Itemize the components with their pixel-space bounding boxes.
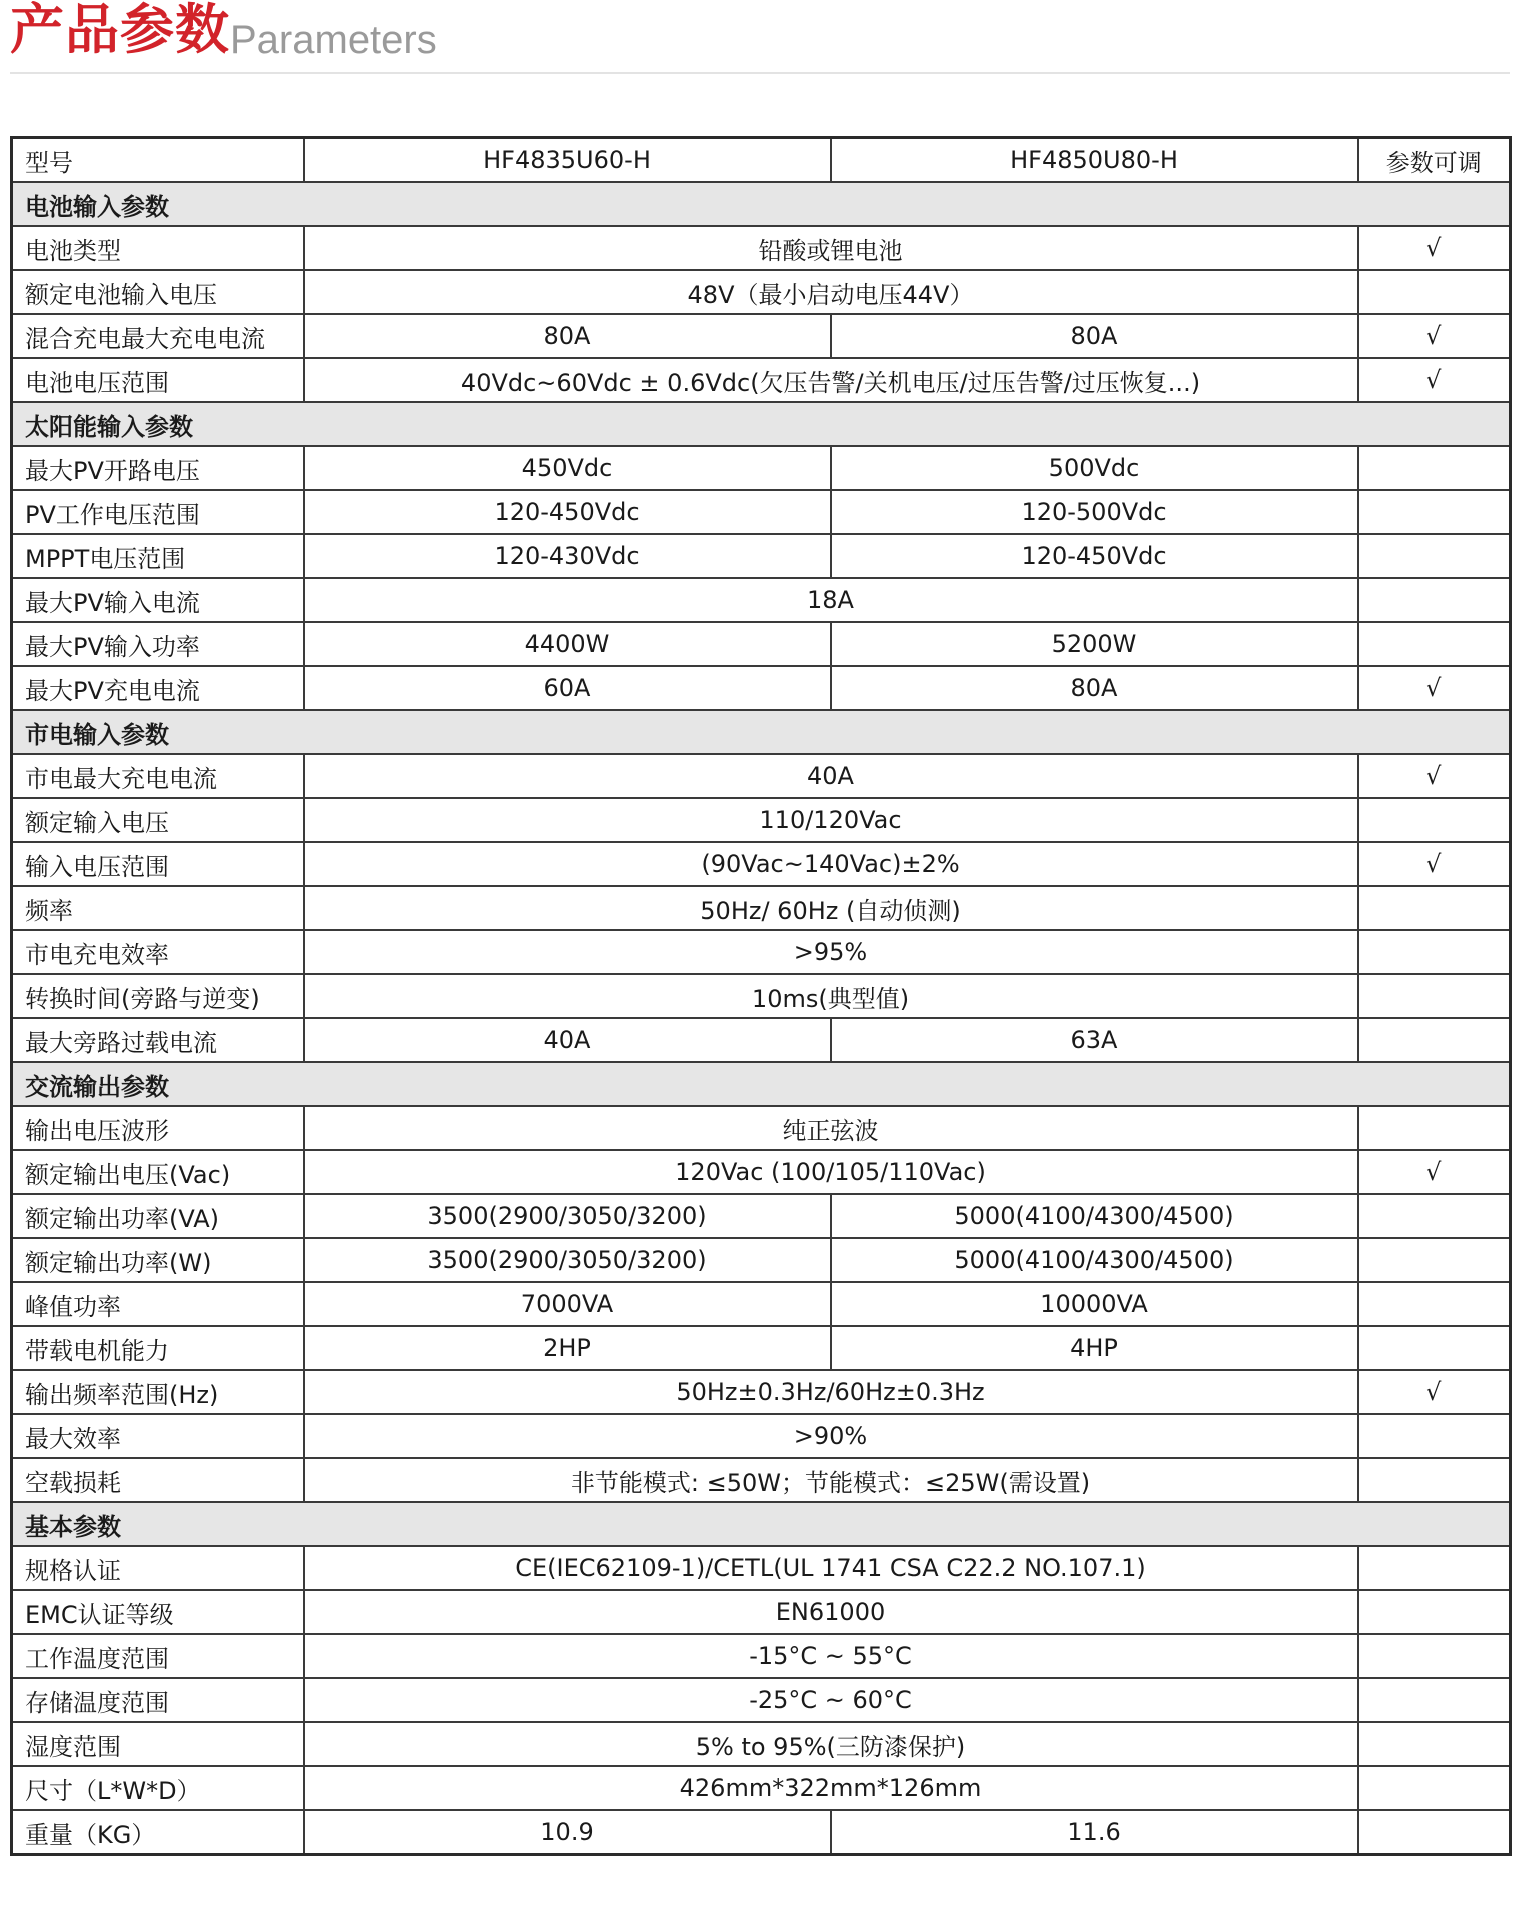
parameter-value: 110/120Vac (304, 798, 1358, 842)
parameter-name: 额定输入电压 (12, 798, 304, 842)
parameter-value-model-2: 5000(4100/4300/4500) (831, 1238, 1358, 1282)
parameter-name: 最大PV开路电压 (12, 446, 304, 490)
table-row (12, 1766, 1511, 1810)
adjustable-mark (1358, 798, 1511, 842)
parameter-value-model-1: 120-450Vdc (304, 490, 831, 534)
table-row (12, 1106, 1511, 1150)
parameter-name: 湿度范围 (12, 1722, 304, 1766)
section-title: 太阳能输入参数 (12, 402, 1511, 446)
section-title: 基本参数 (12, 1502, 1511, 1546)
parameter-name: 输入电压范围 (12, 842, 304, 886)
table-row (12, 1722, 1511, 1766)
parameter-value: 50Hz/ 60Hz (自动侦测) (304, 886, 1358, 930)
adjustable-mark (1358, 1018, 1511, 1062)
parameter-value-model-1: 40A (304, 1018, 831, 1062)
parameter-value-model-2: 5000(4100/4300/4500) (831, 1194, 1358, 1238)
parameter-name: 带载电机能力 (12, 1326, 304, 1370)
adjustable-mark (1358, 886, 1511, 930)
table-row (12, 1238, 1511, 1282)
parameter-name: 最大旁路过载电流 (12, 1018, 304, 1062)
adjustable-mark (1358, 622, 1511, 666)
parameter-name: 频率 (12, 886, 304, 930)
parameter-name: 空载损耗 (12, 1458, 304, 1502)
parameter-name: 混合充电最大充电电流 (12, 314, 304, 358)
table-row (12, 578, 1511, 622)
table-row (12, 1634, 1511, 1678)
parameter-name: EMC认证等级 (12, 1590, 304, 1634)
parameter-value-model-2: 500Vdc (831, 446, 1358, 490)
parameter-value-model-1: 3500(2900/3050/3200) (304, 1194, 831, 1238)
parameter-value: -15°C ~ 55°C (304, 1634, 1358, 1678)
section-header-row (12, 1062, 1511, 1106)
parameter-value: EN61000 (304, 1590, 1358, 1634)
adjustable-mark: √ (1358, 314, 1511, 358)
parameter-value-model-1: 2HP (304, 1326, 831, 1370)
adjustable-mark (1358, 1238, 1511, 1282)
table-row (12, 754, 1511, 798)
parameter-name: MPPT电压范围 (12, 534, 304, 578)
column-header-model-1: HF4835U60-H (304, 138, 831, 183)
parameter-value-model-1: 7000VA (304, 1282, 831, 1326)
adjustable-mark: √ (1358, 842, 1511, 886)
adjustable-mark (1358, 1194, 1511, 1238)
table-row (12, 1370, 1511, 1414)
column-header-model-2: HF4850U80-H (831, 138, 1358, 183)
parameter-value-model-2: 63A (831, 1018, 1358, 1062)
parameter-name: 输出电压波形 (12, 1106, 304, 1150)
adjustable-mark (1358, 1810, 1511, 1855)
table-row (12, 1546, 1511, 1590)
table-row (12, 1458, 1511, 1502)
adjustable-mark: √ (1358, 1370, 1511, 1414)
parameter-value-model-2: 11.6 (831, 1810, 1358, 1855)
table-row (12, 930, 1511, 974)
parameter-value-model-2: 5200W (831, 622, 1358, 666)
parameter-name: 峰值功率 (12, 1282, 304, 1326)
table-row (12, 1810, 1511, 1855)
parameter-value-model-1: 450Vdc (304, 446, 831, 490)
table-row (12, 622, 1511, 666)
parameter-name: 转换时间(旁路与逆变) (12, 974, 304, 1018)
adjustable-mark (1358, 1106, 1511, 1150)
parameter-value-model-1: 10.9 (304, 1810, 831, 1855)
parameter-value-model-2: 80A (831, 314, 1358, 358)
table-row (12, 314, 1511, 358)
parameter-value-model-2: 4HP (831, 1326, 1358, 1370)
adjustable-mark (1358, 446, 1511, 490)
adjustable-mark (1358, 1546, 1511, 1590)
parameter-value-model-1: 80A (304, 314, 831, 358)
parameter-name: 尺寸（L*W*D） (12, 1766, 304, 1810)
table-row (12, 1678, 1511, 1722)
parameter-value: >95% (304, 930, 1358, 974)
parameter-name: 最大PV输入电流 (12, 578, 304, 622)
table-row (12, 358, 1511, 402)
table-row (12, 666, 1511, 710)
adjustable-mark (1358, 930, 1511, 974)
parameter-value-model-1: 60A (304, 666, 831, 710)
parameter-name: 电池类型 (12, 226, 304, 270)
parameter-name: 最大PV输入功率 (12, 622, 304, 666)
table-row (12, 886, 1511, 930)
table-row (12, 226, 1511, 270)
adjustable-mark (1358, 1634, 1511, 1678)
column-header-adjustable: 参数可调 (1358, 138, 1511, 183)
parameter-value: (90Vac~140Vac)±2% (304, 842, 1358, 886)
parameter-value-model-2: 120-500Vdc (831, 490, 1358, 534)
parameter-value: >90% (304, 1414, 1358, 1458)
parameter-value-model-1: 120-430Vdc (304, 534, 831, 578)
adjustable-mark (1358, 1326, 1511, 1370)
parameter-value: 48V（最小启动电压44V） (304, 270, 1358, 314)
table-row (12, 1326, 1511, 1370)
section-header-row (12, 710, 1511, 754)
parameter-value-model-2: 80A (831, 666, 1358, 710)
parameter-name: 市电充电效率 (12, 930, 304, 974)
adjustable-mark (1358, 490, 1511, 534)
adjustable-mark: √ (1358, 358, 1511, 402)
table-row (12, 842, 1511, 886)
parameter-value: CE(IEC62109-1)/CETL(UL 1741 CSA C22.2 NO.107.1) (304, 1546, 1358, 1590)
table-row (12, 534, 1511, 578)
parameter-name: 工作温度范围 (12, 1634, 304, 1678)
adjustable-mark (1358, 1722, 1511, 1766)
parameter-value: 非节能模式: ≤50W；节能模式：≤25W(需设置) (304, 1458, 1358, 1502)
parameter-name: PV工作电压范围 (12, 490, 304, 534)
parameter-value: 纯正弦波 (304, 1106, 1358, 1150)
column-header-model: 型号 (12, 138, 304, 183)
table-row (12, 1590, 1511, 1634)
parameter-value: 426mm*322mm*126mm (304, 1766, 1358, 1810)
parameter-name: 存储温度范围 (12, 1678, 304, 1722)
parameter-name: 输出频率范围(Hz) (12, 1370, 304, 1414)
parameter-value: 铅酸或锂电池 (304, 226, 1358, 270)
table-row (12, 1194, 1511, 1238)
page-subtitle: Parameters (230, 18, 437, 62)
table-row (12, 446, 1511, 490)
table-row (12, 1282, 1511, 1326)
adjustable-mark: √ (1358, 754, 1511, 798)
adjustable-mark (1358, 1282, 1511, 1326)
adjustable-mark (1358, 1590, 1511, 1634)
table-header-row (12, 138, 1511, 183)
table-row (12, 1414, 1511, 1458)
adjustable-mark (1358, 534, 1511, 578)
adjustable-mark (1358, 1766, 1511, 1810)
adjustable-mark: √ (1358, 1150, 1511, 1194)
parameter-value: 5% to 95%(三防漆保护) (304, 1722, 1358, 1766)
parameter-value: -25°C ~ 60°C (304, 1678, 1358, 1722)
section-title: 市电输入参数 (12, 710, 1511, 754)
parameter-name: 电池电压范围 (12, 358, 304, 402)
parameters-table-body (12, 138, 1511, 1855)
page-title: 产品参数 (10, 0, 230, 61)
adjustable-mark (1358, 270, 1511, 314)
parameter-name: 市电最大充电电流 (12, 754, 304, 798)
section-title: 电池输入参数 (12, 182, 1511, 226)
adjustable-mark (1358, 578, 1511, 622)
parameter-name: 最大PV充电电流 (12, 666, 304, 710)
adjustable-mark (1358, 1678, 1511, 1722)
adjustable-mark: √ (1358, 226, 1511, 270)
section-header-row (12, 1502, 1511, 1546)
parameter-value-model-2: 10000VA (831, 1282, 1358, 1326)
table-row (12, 270, 1511, 314)
parameter-name: 额定输出功率(W) (12, 1238, 304, 1282)
parameter-name: 额定输出功率(VA) (12, 1194, 304, 1238)
parameter-value: 18A (304, 578, 1358, 622)
parameter-name: 重量（KG） (12, 1810, 304, 1855)
parameter-name: 额定输出电压(Vac) (12, 1150, 304, 1194)
table-row (12, 1018, 1511, 1062)
parameter-value: 10ms(典型值) (304, 974, 1358, 1018)
parameter-name: 额定电池输入电压 (12, 270, 304, 314)
parameter-value: 40A (304, 754, 1358, 798)
section-header-row (12, 402, 1511, 446)
adjustable-mark (1358, 1414, 1511, 1458)
parameter-name: 最大效率 (12, 1414, 304, 1458)
adjustable-mark (1358, 974, 1511, 1018)
page-header (10, 0, 1510, 74)
adjustable-mark: √ (1358, 666, 1511, 710)
section-header-row (12, 182, 1511, 226)
table-row (12, 490, 1511, 534)
table-row (12, 1150, 1511, 1194)
parameter-value-model-2: 120-450Vdc (831, 534, 1358, 578)
parameters-table (10, 136, 1512, 1856)
parameter-value-model-1: 3500(2900/3050/3200) (304, 1238, 831, 1282)
table-row (12, 798, 1511, 842)
section-title: 交流输出参数 (12, 1062, 1511, 1106)
parameter-value-model-1: 4400W (304, 622, 831, 666)
table-row (12, 974, 1511, 1018)
parameter-name: 规格认证 (12, 1546, 304, 1590)
parameter-value: 40Vdc~60Vdc ± 0.6Vdc(欠压告警/关机电压/过压告警/过压恢复...) (304, 358, 1358, 402)
adjustable-mark (1358, 1458, 1511, 1502)
parameter-value: 120Vac (100/105/110Vac) (304, 1150, 1358, 1194)
parameter-value: 50Hz±0.3Hz/60Hz±0.3Hz (304, 1370, 1358, 1414)
